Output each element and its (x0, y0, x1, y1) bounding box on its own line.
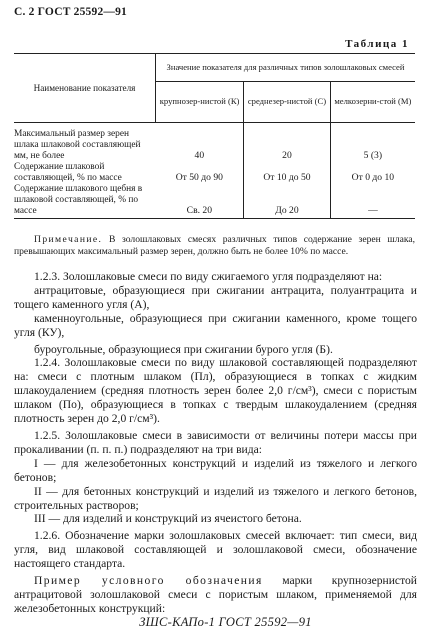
paragraph: III — для изделий и конструкций из ячеистого бетона. (34, 512, 302, 526)
row-label: Максимальный размер зерен шлака шлаковой составляющей мм, не более (14, 129, 141, 161)
row-label: Содержание шлаковой составляющей, % по массе (14, 162, 122, 183)
table-cell: 5 (3) (363, 149, 383, 161)
paragraph: 1.2.3. Золошлаковые смеси по виду сжигаемого угля подразделяют на: (34, 270, 383, 283)
paragraph: каменноугольные, образующиеся при сжигании каменного, кроме тощего угля (КУ), (14, 311, 417, 339)
table-cell: 40 (194, 149, 205, 161)
table-cell: До 20 (244, 184, 331, 219)
table-cell: От 50 до 90 (175, 171, 223, 183)
data-table (14, 53, 415, 219)
row-label: Содержание шлакового щебня в шлаковой составляющей, % по массе (14, 184, 156, 219)
paragraph: антрацитовые, образующиеся при сжигании антрацита, полуантрацита и тощего каменного угля (А), (14, 283, 417, 311)
table-note (14, 234, 415, 258)
example-paragraph (14, 574, 417, 616)
example-label: Пример условного обозначения (34, 574, 263, 588)
note-label: Примечание. (34, 234, 103, 245)
table-row (14, 162, 415, 184)
example-text: марки крупнозернистой антрацитовой золошлаковой смеси с пористым шлаком, применяемой для железобетонных конструкций: (14, 574, 417, 615)
paragraph: 1.2.4. Золошлаковые смеси по виду шлаковой составляющей подразделяют на: смеси с плотным шлаком (Пл), образующиеся в топках с жидким шлакоудалением (средняя плотность зерен более 2,0 г/см³), смеси с пористым шлаком (По), образующиеся в топках с твердым шлакоудалением (средняя плотность зерен до 2,0 г/см³). (14, 356, 417, 426)
paragraph: 1.2.6. Обозначение марки золошлаковых смесей включает: тип смеси, вид угля, вид шлаковой составляющей и золошлаковой смеси, обозначение настоящего стандарта. (14, 529, 417, 571)
body-text (14, 270, 417, 630)
paragraph: 1.2.5. Золошлаковые смеси в зависимости от величины потери массы при прокаливании (п. п. п.) подразделяют на три вида: (14, 428, 417, 456)
column-header-fine: мелкозерни-стой (М) (330, 82, 415, 123)
table-row (14, 123, 415, 163)
table-cell: Св. 20 (156, 184, 244, 219)
paragraph: I — для железобетонных конструкций и изделий из тяжелого и легкого бетонов; (14, 456, 417, 484)
page-header: С. 2 ГОСТ 25592—91 (14, 6, 127, 18)
table-row (14, 184, 415, 219)
column-header-coarse: крупнозер-нистой (К) (156, 82, 244, 123)
paragraph: буроугольные, образующиеся при сжигании бурого угля (Б). (34, 342, 333, 356)
table-cell: 20 (244, 123, 331, 163)
column-header-name: Наименование показателя (14, 54, 156, 123)
designation: ЗШС-КАПо-1 ГОСТ 25592—91 (139, 614, 312, 629)
paragraph: II — для бетонных конструкций и изделий из тяжелого и легкого бетонов, строительных растворов; (14, 484, 417, 512)
column-header-medium: среднезер-нистой (С) (244, 82, 331, 123)
column-header-group: Значение показателя для различных типов золошлаковых смесей (156, 54, 416, 82)
table-caption: Таблица 1 (345, 38, 409, 50)
table-cell: — (330, 184, 415, 219)
table-cell: От 10 до 50 (244, 162, 331, 184)
table-cell: От 0 до 10 (351, 171, 395, 183)
note-text: В золошлаковых смесях различных типов содержание зерен шлака, превышающих максимальный размер зерен, должно быть не более 10% по массе. (14, 234, 415, 257)
